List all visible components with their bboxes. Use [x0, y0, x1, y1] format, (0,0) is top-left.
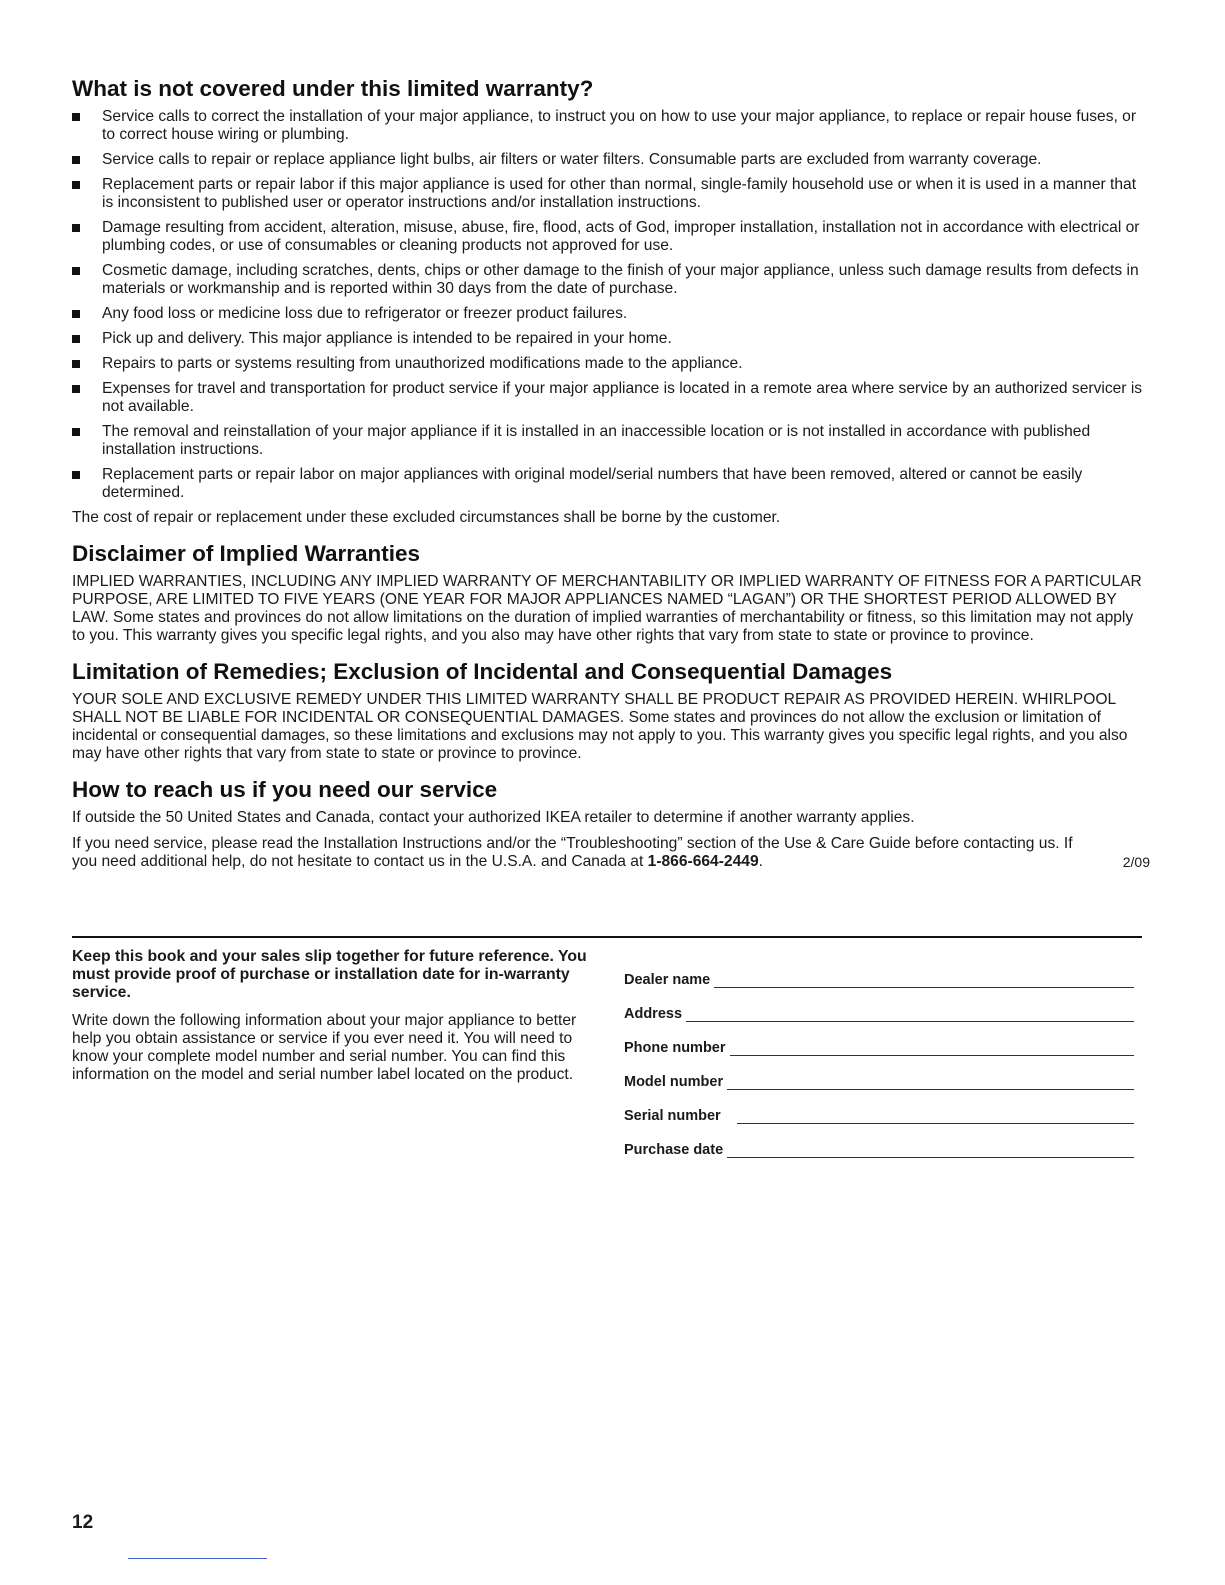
bullet-square-icon [72, 385, 80, 393]
keep-records-body: Write down the following information about your major appliance to better help you obtain assistance or service if you ever need it. You will need to know your complete model number and serial number. You can find this information on the model and serial number label located on the product. [72, 1012, 577, 1083]
list-item: Replacement parts or repair labor on major appliances with original model/serial numbers that have been removed, altered or cannot be easily determined. [72, 466, 1150, 502]
bullet-square-icon [72, 224, 80, 232]
address-field: Address [624, 988, 1134, 1022]
not-covered-section [72, 76, 1150, 527]
dealer-name-field: Dealer name [624, 954, 1134, 988]
list-item: Cosmetic damage, including scratches, dents, chips or other damage to the finish of your major appliance, unless such damage results from defects in materials or workmanship and is reported within 30 days from the date of purchase. [72, 262, 1150, 298]
model-number-field: Model number [624, 1056, 1134, 1090]
not-covered-heading: What is not covered under this limited warranty? [72, 76, 594, 101]
serial-number-field: Serial number [624, 1090, 1134, 1124]
disclaimer-body: IMPLIED WARRANTIES, INCLUDING ANY IMPLIED WARRANTY OF MERCHANTABILITY OR IMPLIED WARRANTY OF FITNESS FOR A PARTICULAR PURPOSE, ARE LIMITED TO FIVE YEARS (ONE YEAR FOR MAJOR APPLIANCES NAMED “LAGAN”) OR THE SHORTEST PERIOD ALLOWED BY LAW. Some states and provinces do not allow limitations on the duration of implied warranties of merchantability or fitness, so this limitation may not apply to you. This warranty gives you specific legal rights, and you also may have other rights that vary from state to state or province to province. [72, 573, 1142, 644]
disclaimer-heading: Disclaimer of Implied Warranties [72, 541, 421, 566]
model-number-line[interactable] [727, 1077, 1134, 1090]
dealer-name-line[interactable] [714, 975, 1134, 988]
reach-us-para-1: If outside the 50 United States and Canada, contact your authorized IKEA retailer to determine if another warranty applies. [72, 809, 915, 826]
not-covered-list [72, 108, 1150, 502]
reach-us-section [72, 777, 1150, 871]
bullet-square-icon [72, 310, 80, 318]
limitation-heading: Limitation of Remedies; Exclusion of Incidental and Consequential Damages [72, 659, 893, 684]
not-covered-footer: The cost of repair or replacement under these excluded circumstances shall be borne by the customer. [72, 509, 781, 526]
list-item: Repairs to parts or systems resulting from unauthorized modifications made to the appliance. [72, 355, 1150, 373]
disclaimer-section [72, 541, 1150, 645]
list-item: Service calls to repair or replace appliance light bulbs, air filters or water filters. Consumable parts are excluded from warranty coverage. [72, 151, 1150, 169]
bullet-square-icon [72, 156, 80, 164]
date-code: 2/09 [1122, 854, 1150, 870]
warranty-content [72, 76, 1150, 879]
service-phone-number[interactable]: 1-866-664-2449 [647, 853, 759, 870]
reach-us-heading: How to reach us if you need our service [72, 777, 498, 802]
bullet-square-icon [72, 267, 80, 275]
section-divider [72, 936, 1142, 938]
keep-records-bold-note: Keep this book and your sales slip together for future reference. You must provide proof of purchase or installation date for in-warranty service. [72, 948, 587, 1001]
bullet-square-icon [72, 335, 80, 343]
bullet-square-icon [72, 428, 80, 436]
bullet-square-icon [72, 471, 80, 479]
list-item: Expenses for travel and transportation for product service if your major appliance is located in a remote area where service by an authorized servicer is not available. [72, 380, 1150, 416]
serial-number-line[interactable] [737, 1111, 1134, 1124]
bullet-square-icon [72, 360, 80, 368]
bottom-rule [128, 1558, 267, 1559]
bullet-square-icon [72, 181, 80, 189]
list-item: Replacement parts or repair labor if this major appliance is used for other than normal, single-family household use or when it is used in a manner that is inconsistent to published user or operator instructions and/or installation instructions. [72, 176, 1150, 212]
reach-us-para-2: If you need service, please read the Installation Instructions and/or the “Troubleshooting” section of the Use & Care Guide before contacting us. If you need additional help, do not hesitate to contact us in the U.S.A. and Canada at 1-866-664-2449. 2/09 [72, 835, 1150, 870]
page-number: 12 [72, 1512, 94, 1533]
bullet-square-icon [72, 113, 80, 121]
purchase-date-field: Purchase date [624, 1124, 1134, 1158]
owner-record-form [624, 954, 1134, 1158]
address-line[interactable] [686, 1009, 1134, 1022]
list-item: Service calls to correct the installation of your major appliance, to instruct you on how to use your major appliance, to replace or repair house fuses, or to correct house wiring or plumbing. [72, 108, 1150, 144]
phone-number-field: Phone number [624, 1022, 1134, 1056]
purchase-date-line[interactable] [727, 1145, 1134, 1158]
list-item: Any food loss or medicine loss due to refrigerator or freezer product failures. [72, 305, 1150, 323]
list-item: The removal and reinstallation of your major appliance if it is installed in an inaccessible location or is not installed in accordance with published installation instructions. [72, 423, 1150, 459]
limitation-body: YOUR SOLE AND EXCLUSIVE REMEDY UNDER THIS LIMITED WARRANTY SHALL BE PRODUCT REPAIR AS PROVIDED HEREIN. WHIRLPOOL SHALL NOT BE LIABLE FOR INCIDENTAL OR CONSEQUENTIAL DAMAGES. Some states and provinces do not allow the exclusion or limitation of incidental or consequential damages, so these limitations and exclusions may not apply to you. This warranty gives you specific legal rights, and you also may have other rights that vary from state to state or province to province. [72, 691, 1128, 762]
limitation-section [72, 659, 1150, 763]
keep-records-note [72, 948, 592, 1084]
list-item: Pick up and delivery. This major appliance is intended to be repaired in your home. [72, 330, 1150, 348]
phone-number-line[interactable] [730, 1043, 1134, 1056]
list-item: Damage resulting from accident, alteration, misuse, abuse, fire, flood, acts of God, improper installation, installation not in accordance with electrical or plumbing codes, or use of consumables or cleaning products not approved for use. [72, 219, 1150, 255]
